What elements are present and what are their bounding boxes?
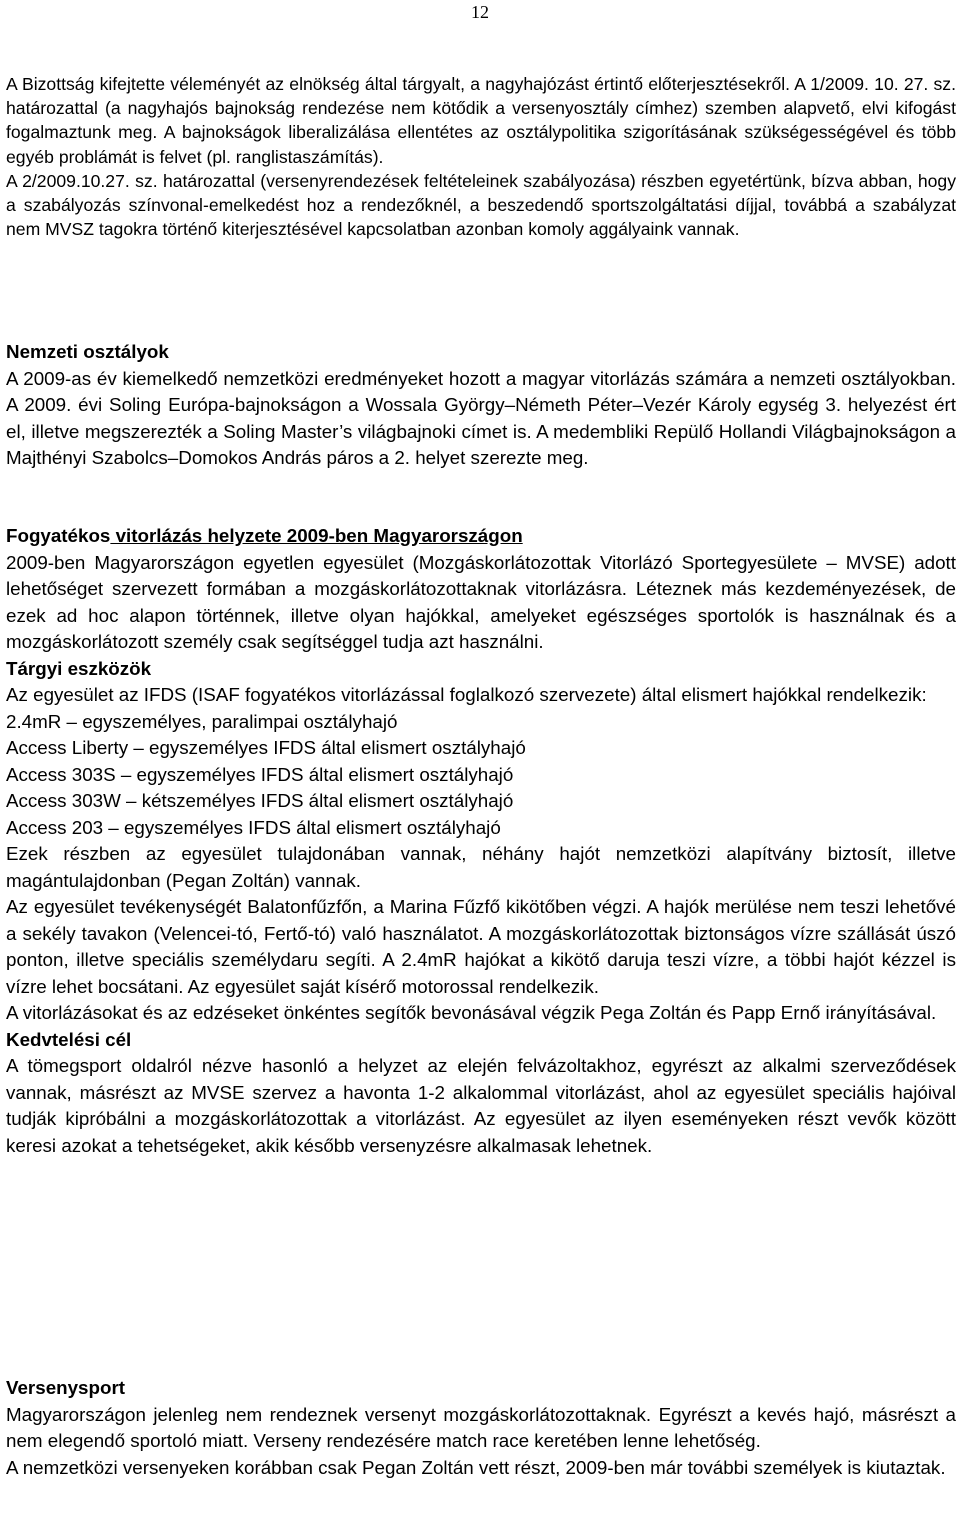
nemzeti-heading: Nemzeti osztályok <box>6 341 169 362</box>
boat-item: 2.4mR – egyszemélyes, paralimpai osztályhajó <box>6 710 398 732</box>
targyi-paragraph-2: Az egyesület tevékenységét Balatonfűzfőn, a Marina Fűzfő kikötőben végzi. A hajók merülése nem teszi lehetővé a sekély tavakon (Velencei-tó, Fertő-tó) való használatot. A mozgáskorlátozottak biztonságos vízre szállását úszó ponton, illetve speciális személydaru segíti. A 2.4mR hajókat a kikötő daruja teszi vízre, a többi hajót kézzel is vízre lehet bocsátani. Az egyesület saját kísérő motorossal rendelkezik. <box>6 896 956 997</box>
nemzeti-section <box>6 339 956 472</box>
versenysport-paragraph-2: A nemzetközi versenyeken korábban csak Pegan Zoltán vett részt, 2009-ben már további személyek is kiutaztak. <box>6 1456 946 1478</box>
versenysport-section <box>6 1375 956 1481</box>
targyi-intro: Az egyesület az IFDS (ISAF fogyatékos vitorlázással foglalkozó szervezete) által elismert hajókkal rendelkezik: <box>6 684 927 705</box>
versenysport-paragraph-1: Magyarországon jelenleg nem rendeznek versenyt mozgáskorlátozottaknak. Egyrészt a kevés hajó, másrészt a nem elegendő sportoló miatt. Verseny rendezésére match race keretében lenne lehetőség. <box>6 1403 956 1451</box>
targyi-paragraph-1: Ezek részben az egyesület tulajdonában vannak, néhány hajót nemzetközi alapítvány biztosít, illetve magántulajdonban (Pegan Zoltán) vannak. <box>6 843 956 891</box>
boat-list <box>6 709 956 842</box>
kedvtelesi-heading: Kedvtelési cél <box>6 1028 132 1050</box>
targyi-paragraph-3: A vitorlázásokat és az edzéseket önkéntes segítők bevonásával végzik Pega Zoltán és Papp Ernő irányításával. <box>6 1002 937 1023</box>
fogyatekos-section <box>6 523 956 1159</box>
boat-item: Access 303S – egyszemélyes IFDS által elismert osztályhajó <box>6 763 514 785</box>
page-number: 12 <box>471 2 489 22</box>
versenysport-heading: Versenysport <box>6 1377 126 1398</box>
boat-item: Access 203 – egyszemélyes IFDS által elismert osztályhajó <box>6 816 501 838</box>
boat-item: Access Liberty – egyszemélyes IFDS által elismert osztályhajó <box>6 737 526 758</box>
fogyatekos-heading: Fogyatékos vitorlázás helyzete 2009-ben Magyarországon <box>6 525 523 546</box>
fogyatekos-paragraph: 2009-ben Magyarországon egyetlen egyesület (Mozgáskorlátozottak Vitorlázó Sportegyesülete – MVSE) adott lehetőséget szervezett formában a mozgáskorlátozottaknak vitorlázásra. Léteznek más kezdeményezések, de ezek ad hoc alapon történnek, illetve olyan hajókkal, amelyeket egészséges sportolók is használnak és a mozgáskorlátozott személy csak segítséggel tudja azt használni. <box>6 551 956 652</box>
targyi-heading: Tárgyi eszközök <box>6 657 152 679</box>
boat-item: Access 303W – kétszemélyes IFDS által elismert osztályhajó <box>6 790 514 811</box>
kedvtelesi-paragraph: A tömegsport oldalról nézve hasonló a helyzet az elején felvázoltakhoz, egyrészt az alkalmi szerveződések vannak, másrészt az MVSE szervez a havonta 1-2 alkalommal vitorlázást, ahol az egyesület speciális hajóival tudják kipróbálni a mozgáskorlátozottak a vitorlázást. Az egyesület az ilyen eseményeken részt vevők között keresi azokat a tehetségeket, akik később versenyzésre alkalmasak lehetnek. <box>6 1055 956 1156</box>
intro-paragraph-1: A Bizottság kifejtette véleményét az elnökség által tárgyalt, a nagyhajózást értintő előterjesztésekről. A 1/2009. 10. 27. sz. határozattal (a nagyhajós bajnokság rendezése nem kötődik a versenyosztály címhez) szemben alapvető, elvi kifogást fogalmaztunk meg. A bajnokságok liberalizálása ellentétes az osztálypolitika szigorításának szükségességével és több egyéb problámát is felvet (pl. ranglistaszámítás). <box>6 74 956 167</box>
nemzeti-paragraph: A 2009-as év kiemelkedő nemzetközi eredményeket hozott a magyar vitorlázás számára a nemzeti osztályokban. A 2009. évi Soling Európa-bajnokságon a Wossala György–Németh Péter–Vezér Károly egység 3. helyezést ért el, illetve megszerezték a Soling Master’s világbajnoki címet is. A medembliki Repülő Hollandi Világbajnokságon a Majthényi Szabolcs–Domokos András páros a 2. helyet szerezte meg. <box>6 367 956 468</box>
intro-paragraph-2: A 2/2009.10.27. sz. határozattal (versenyrendezések feltételeinek szabályozása) részben egyetértünk, bízva abban, hogy a szabályozás színvonal-emelkedést hoz a rendezőknél, a beszedendő sportszolgáltatási díjjal, továbbá a szabályzat nem MVSZ tagokra történő kiterjesztésével kapcsolatban azonban komoly aggályaink vannak. <box>6 170 956 240</box>
intro-section <box>6 72 956 241</box>
